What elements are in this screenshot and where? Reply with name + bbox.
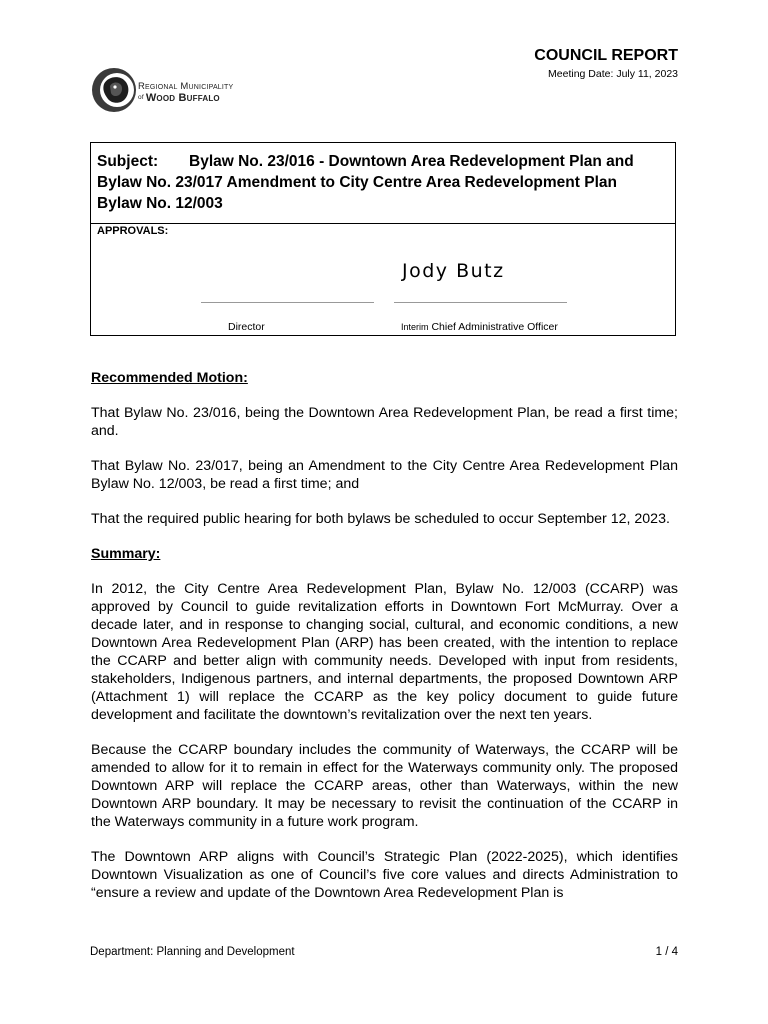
motion-paragraph-3: That the required public hearing for both bylaws be scheduled to occur September 12, 2023. xyxy=(91,511,670,527)
subject-text: Bylaw No. 23/016 - Downtown Area Redevelopment Plan and Bylaw No. 23/017 Amendment to City Centre Area Redevelopment Plan Bylaw No. 12/003 xyxy=(97,153,634,212)
cao-caption xyxy=(401,321,558,333)
summary-paragraph-2: Because the CCARP boundary includes the community of Waterways, the CCARP will be amended to allow for it to remain in effect for the Waterways community only. The proposed Downtown ARP will replace the CCARP areas, other than Waterways, within the new Downtown ARP boundary. It may be necessary to revisit the continuation of the CCARP in the Waterways community in a future work program. xyxy=(91,742,678,830)
report-title: COUNCIL REPORT xyxy=(534,47,678,64)
summary-heading: Summary: xyxy=(91,546,161,562)
subject-label: Subject: xyxy=(97,153,159,170)
logo-line-1: Regional Municipality xyxy=(138,81,234,92)
report-body xyxy=(91,369,678,919)
summary-paragraph-1: In 2012, the City Centre Area Redevelopment Plan, Bylaw No. 12/003 (CCARP) was approved by Council to guide revitalization efforts in Downtown Fort McMurray. Over a decade later, and in response to changing social, cultural, and economic conditions, a new Downtown Area Redevelopment Plan (ARP) has been created, with the intention to replace the CCARP and better align with community needs. Developed with input from residents, stakeholders, Indigenous partners, and internal departments, the proposed Downtown ARP (Attachment 1) will replace the CCARP as the key policy document to guide future development and facilitate the downtown’s revitalization over the next ten years. xyxy=(91,581,678,723)
motion-paragraph-1: That Bylaw No. 23/016, being the Downtown Area Redevelopment Plan, be read a first time; and. xyxy=(91,405,678,439)
recommended-motion-heading: Recommended Motion: xyxy=(91,370,248,386)
footer-page-number: 1 / 4 xyxy=(655,946,678,958)
signature-line-left xyxy=(201,302,374,303)
signature: Jody Butz xyxy=(402,260,505,282)
subject-area xyxy=(91,143,675,224)
footer-department: Department: Planning and Development xyxy=(90,946,295,958)
logo-line-2: Wood Buffalo xyxy=(145,92,220,104)
logo-of: of xyxy=(138,94,144,101)
meeting-date: Meeting Date: July 11, 2023 xyxy=(548,68,678,80)
cao-title: Chief Administrative Officer xyxy=(431,321,558,333)
buffalo-logo-icon xyxy=(90,66,138,114)
director-caption: Director xyxy=(228,321,265,333)
approvals-label: APPROVALS: xyxy=(97,225,169,237)
signature-line-right xyxy=(394,302,567,303)
municipality-logo xyxy=(90,66,250,116)
interim-label: Interim xyxy=(401,322,429,332)
motion-paragraph-2: That Bylaw No. 23/017, being an Amendment to the City Centre Area Redevelopment Plan Bylaw No. 12/003, be read a first time; and xyxy=(91,458,678,492)
subject-box xyxy=(90,142,676,336)
summary-paragraph-3: The Downtown ARP aligns with Council’s Strategic Plan (2022-2025), which identifies Downtown Visualization as one of Council’s five core values and directs Administration to “ensure a review and update of the Downtown Area Redevelopment Plan is xyxy=(91,849,678,901)
